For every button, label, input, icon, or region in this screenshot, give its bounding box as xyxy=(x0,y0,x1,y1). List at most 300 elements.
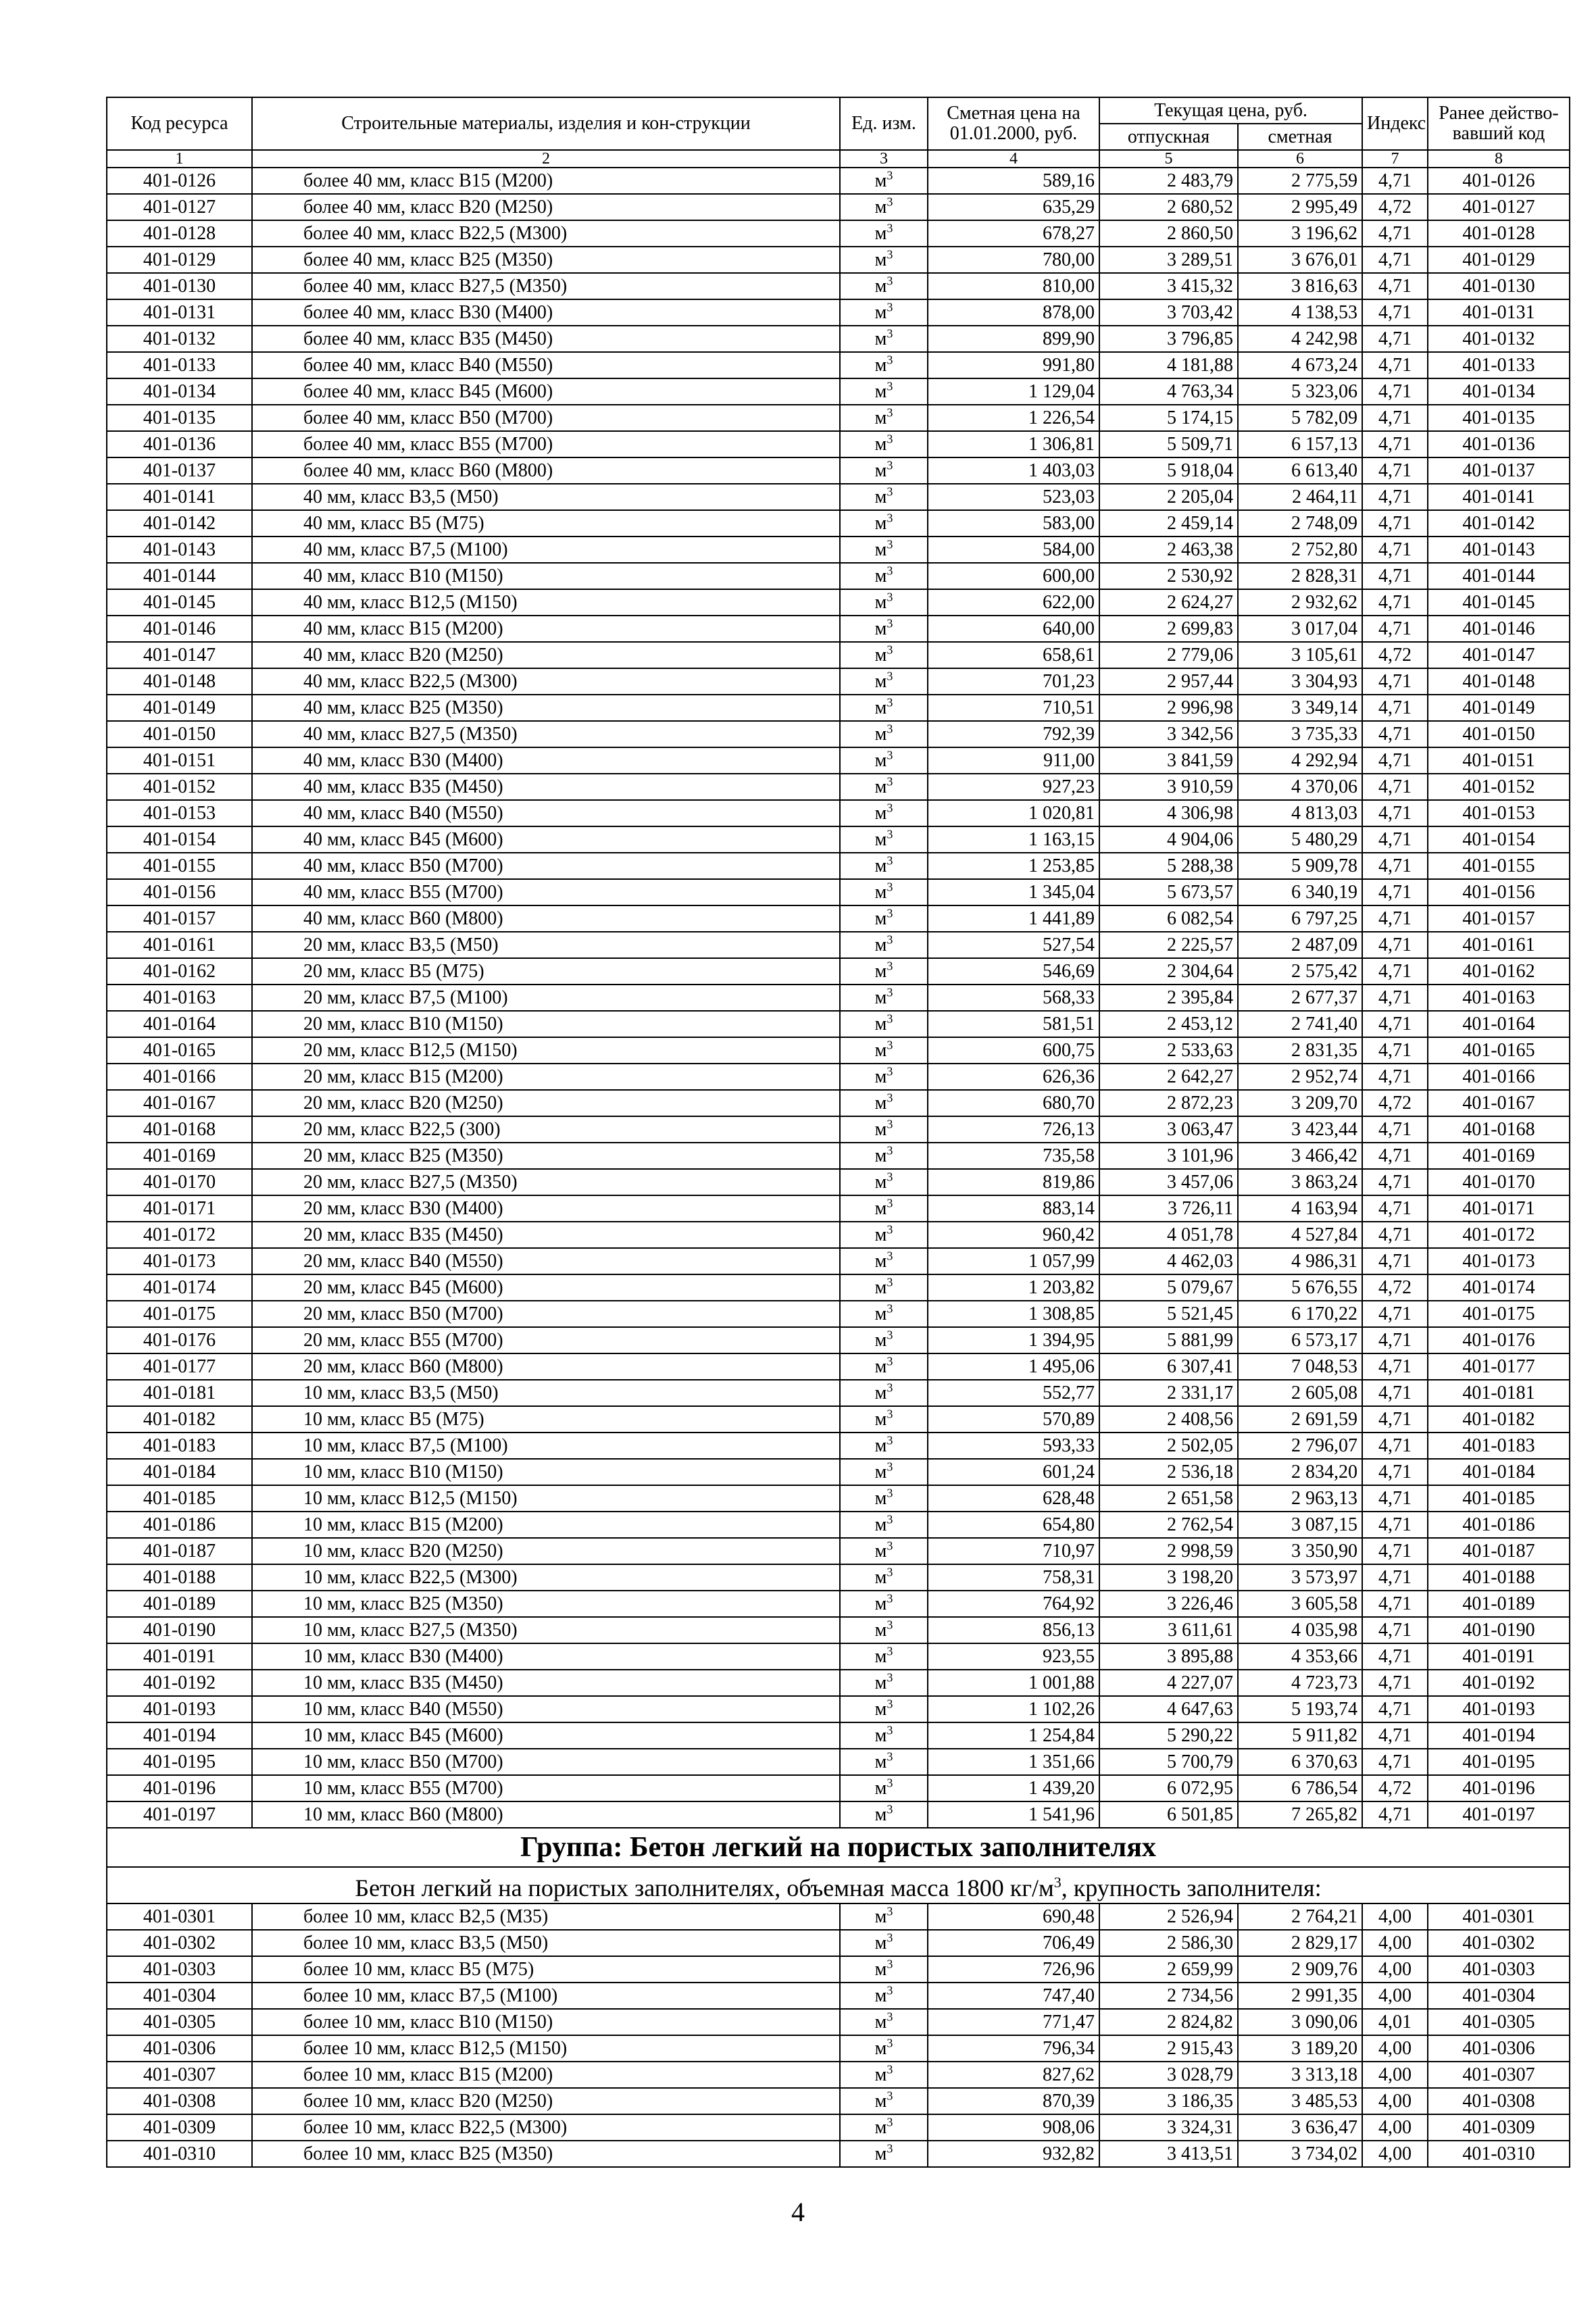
previous-code: 401-0171 xyxy=(1428,1195,1570,1222)
current-release-price: 5 509,71 xyxy=(1099,431,1238,457)
price-index: 4,71 xyxy=(1362,1169,1428,1195)
unit-base: м xyxy=(874,1933,887,1953)
estimate-price-2000: 570,89 xyxy=(928,1406,1099,1433)
material-description: 10 мм, класс В20 (М250) xyxy=(252,1538,840,1564)
material-description: более 40 мм, класс В40 (М550) xyxy=(252,352,840,378)
unit-cell xyxy=(840,1564,928,1591)
unit-base: м xyxy=(874,803,887,824)
unit-cell xyxy=(840,1064,928,1090)
estimate-price-2000: 758,31 xyxy=(928,1564,1099,1591)
material-description: 20 мм, класс В27,5 (М350) xyxy=(252,1169,840,1195)
estimate-price-2000: 856,13 xyxy=(928,1617,1099,1643)
unit-superscript: 3 xyxy=(887,1328,893,1342)
price-index: 4,71 xyxy=(1362,1591,1428,1617)
current-release-price: 2 762,54 xyxy=(1099,1512,1238,1538)
material-description: более 10 мм, класс В5 (М75) xyxy=(252,1956,840,1983)
estimate-price-2000: 1 541,96 xyxy=(928,1801,1099,1828)
unit-cell xyxy=(840,1722,928,1749)
estimate-price-2000: 899,90 xyxy=(928,326,1099,352)
unit-base: м xyxy=(874,750,887,771)
unit-cell xyxy=(840,510,928,537)
unit-cell xyxy=(840,1775,928,1801)
resource-code: 401-0129 xyxy=(107,247,252,273)
previous-code: 401-0177 xyxy=(1428,1353,1570,1380)
resource-code: 401-0186 xyxy=(107,1512,252,1538)
price-index: 4,00 xyxy=(1362,1956,1428,1983)
previous-code: 401-0193 xyxy=(1428,1696,1570,1722)
unit-base: м xyxy=(874,1172,887,1193)
estimate-price-2000: 552,77 xyxy=(928,1380,1099,1406)
current-estimate-price: 6 797,25 xyxy=(1238,905,1362,932)
current-release-price: 4 763,34 xyxy=(1099,378,1238,405)
table-row xyxy=(107,1485,1570,1512)
estimate-price-2000: 747,40 xyxy=(928,1983,1099,2009)
subgroup-title xyxy=(107,1867,1570,1903)
estimate-price-2000: 678,27 xyxy=(928,220,1099,247)
unit-cell xyxy=(840,247,928,273)
price-table xyxy=(106,97,1570,2168)
column-number: 6 xyxy=(1238,150,1362,168)
resource-code: 401-0193 xyxy=(107,1696,252,1722)
price-index: 4,71 xyxy=(1362,1696,1428,1722)
current-estimate-price: 2 995,49 xyxy=(1238,194,1362,220)
unit-cell xyxy=(840,1380,928,1406)
material-description: 40 мм, класс В27,5 (М350) xyxy=(252,721,840,747)
price-index: 4,71 xyxy=(1362,1248,1428,1274)
price-index: 4,00 xyxy=(1362,1903,1428,1930)
current-estimate-price: 3 816,63 xyxy=(1238,273,1362,299)
unit-base: м xyxy=(874,355,887,376)
group-row xyxy=(107,1828,1570,1867)
resource-code: 401-0162 xyxy=(107,958,252,985)
unit-superscript: 3 xyxy=(887,1301,893,1316)
previous-code: 401-0155 xyxy=(1428,853,1570,879)
current-estimate-price: 5 193,74 xyxy=(1238,1696,1362,1722)
previous-code: 401-0189 xyxy=(1428,1591,1570,1617)
unit-superscript: 3 xyxy=(887,274,893,288)
price-index: 4,71 xyxy=(1362,352,1428,378)
unit-base: м xyxy=(874,1462,887,1483)
price-index: 4,71 xyxy=(1362,721,1428,747)
current-release-price: 3 063,47 xyxy=(1099,1116,1238,1143)
material-description: 40 мм, класс В22,5 (М300) xyxy=(252,668,840,695)
unit-base: м xyxy=(874,1277,887,1298)
unit-base: м xyxy=(874,1514,887,1535)
resource-code: 401-0127 xyxy=(107,194,252,220)
current-release-price: 2 860,50 xyxy=(1099,220,1238,247)
price-index: 4,00 xyxy=(1362,1983,1428,2009)
resource-code: 401-0131 xyxy=(107,299,252,326)
unit-superscript: 3 xyxy=(887,405,893,420)
current-release-price: 3 324,31 xyxy=(1099,2114,1238,2141)
current-release-price: 4 051,78 xyxy=(1099,1222,1238,1248)
previous-code: 401-0197 xyxy=(1428,1801,1570,1828)
previous-code: 401-0304 xyxy=(1428,1983,1570,2009)
current-release-price: 5 673,57 xyxy=(1099,879,1238,905)
unit-superscript: 3 xyxy=(887,801,893,815)
price-index: 4,71 xyxy=(1362,985,1428,1011)
current-release-price: 6 501,85 xyxy=(1099,1801,1238,1828)
unit-base: м xyxy=(874,2064,887,2085)
table-row xyxy=(107,747,1570,774)
previous-code: 401-0150 xyxy=(1428,721,1570,747)
previous-code: 401-0192 xyxy=(1428,1670,1570,1696)
unit-cell xyxy=(840,405,928,431)
unit-superscript: 3 xyxy=(887,1512,893,1526)
resource-code: 401-0171 xyxy=(107,1195,252,1222)
current-release-price: 3 703,42 xyxy=(1099,299,1238,326)
subgroup-text-tail: , крупность заполнителя: xyxy=(1061,1874,1322,1901)
unit-base: м xyxy=(874,908,887,929)
table-row xyxy=(107,1564,1570,1591)
unit-base: м xyxy=(874,1488,887,1509)
current-release-price: 2 459,14 xyxy=(1099,510,1238,537)
unit-cell xyxy=(840,1749,928,1775)
estimate-price-2000: 654,80 xyxy=(928,1512,1099,1538)
estimate-price-2000: 583,00 xyxy=(928,510,1099,537)
table-row xyxy=(107,378,1570,405)
current-release-price: 3 841,59 xyxy=(1099,747,1238,774)
current-release-price: 2 225,57 xyxy=(1099,932,1238,958)
unit-base: м xyxy=(874,1303,887,1324)
current-estimate-price: 3 636,47 xyxy=(1238,2114,1362,2141)
estimate-price-2000: 1 057,99 xyxy=(928,1248,1099,1274)
previous-code: 401-0183 xyxy=(1428,1433,1570,1459)
current-estimate-price: 3 676,01 xyxy=(1238,247,1362,273)
column-number: 3 xyxy=(840,150,928,168)
estimate-price-2000: 680,70 xyxy=(928,1090,1099,1116)
current-release-price: 5 288,38 xyxy=(1099,853,1238,879)
table-row xyxy=(107,1433,1570,1459)
header-estimate: сметная xyxy=(1238,124,1362,150)
previous-code: 401-0145 xyxy=(1428,589,1570,616)
unit-cell xyxy=(840,1143,928,1169)
estimate-price-2000: 690,48 xyxy=(928,1903,1099,1930)
price-index: 4,71 xyxy=(1362,1037,1428,1064)
current-release-price: 6 307,41 xyxy=(1099,1353,1238,1380)
material-description: 10 мм, класс В27,5 (М350) xyxy=(252,1617,840,1643)
table-row xyxy=(107,985,1570,1011)
unit-base: м xyxy=(874,1699,887,1720)
estimate-price-2000: 701,23 xyxy=(928,668,1099,695)
current-release-price: 5 521,45 xyxy=(1099,1301,1238,1327)
unit-base: м xyxy=(874,302,887,323)
unit-base: м xyxy=(874,1646,887,1667)
estimate-price-2000: 589,16 xyxy=(928,168,1099,194)
unit-cell xyxy=(840,1538,928,1564)
current-release-price: 2 779,06 xyxy=(1099,642,1238,668)
resource-code: 401-0302 xyxy=(107,1930,252,1956)
unit-superscript: 3 xyxy=(887,906,893,920)
unit-base: м xyxy=(874,1725,887,1746)
current-release-price: 3 028,79 xyxy=(1099,2062,1238,2088)
estimate-price-2000: 593,33 xyxy=(928,1433,1099,1459)
unit-superscript: 3 xyxy=(887,695,893,710)
current-estimate-price: 2 775,59 xyxy=(1238,168,1362,194)
material-description: 40 мм, класс В12,5 (М150) xyxy=(252,589,840,616)
unit-superscript: 3 xyxy=(887,643,893,657)
current-release-price: 4 227,07 xyxy=(1099,1670,1238,1696)
column-number: 8 xyxy=(1428,150,1570,168)
unit-cell xyxy=(840,1956,928,1983)
unit-superscript: 3 xyxy=(887,669,893,683)
resource-code: 401-0167 xyxy=(107,1090,252,1116)
previous-code: 401-0167 xyxy=(1428,1090,1570,1116)
current-estimate-price: 2 575,42 xyxy=(1238,958,1362,985)
unit-superscript: 3 xyxy=(887,1196,893,1210)
estimate-price-2000: 908,06 xyxy=(928,2114,1099,2141)
material-description: 20 мм, класс В3,5 (М50) xyxy=(252,932,840,958)
current-release-price: 2 395,84 xyxy=(1099,985,1238,1011)
unit-base: м xyxy=(874,855,887,876)
unit-superscript: 3 xyxy=(887,1407,893,1421)
material-description: 40 мм, класс В10 (М150) xyxy=(252,563,840,589)
previous-code: 401-0161 xyxy=(1428,932,1570,958)
estimate-price-2000: 726,96 xyxy=(928,1956,1099,1983)
previous-code: 401-0307 xyxy=(1428,2062,1570,2088)
current-release-price: 2 502,05 xyxy=(1099,1433,1238,1459)
table-row xyxy=(107,1327,1570,1353)
material-description: 10 мм, класс В10 (М150) xyxy=(252,1459,840,1485)
previous-code: 401-0156 xyxy=(1428,879,1570,905)
previous-code: 401-0309 xyxy=(1428,2114,1570,2141)
unit-base: м xyxy=(874,1620,887,1641)
unit-superscript: 3 xyxy=(887,880,893,894)
material-description: 20 мм, класс В12,5 (М150) xyxy=(252,1037,840,1064)
previous-code: 401-0187 xyxy=(1428,1538,1570,1564)
current-estimate-price: 2 834,20 xyxy=(1238,1459,1362,1485)
current-release-price: 5 918,04 xyxy=(1099,457,1238,484)
previous-code: 401-0164 xyxy=(1428,1011,1570,1037)
current-estimate-price: 3 313,18 xyxy=(1238,2062,1362,2088)
material-description: более 10 мм, класс В7,5 (М100) xyxy=(252,1983,840,2009)
material-description: 20 мм, класс В50 (М700) xyxy=(252,1301,840,1327)
unit-base: м xyxy=(874,1567,887,1588)
price-index: 4,71 xyxy=(1362,484,1428,510)
unit-base: м xyxy=(874,987,887,1008)
unit-cell xyxy=(840,273,928,299)
price-index: 4,72 xyxy=(1362,642,1428,668)
unit-superscript: 3 xyxy=(887,1143,893,1158)
estimate-price-2000: 796,34 xyxy=(928,2035,1099,2062)
current-estimate-price: 6 340,19 xyxy=(1238,879,1362,905)
unit-cell xyxy=(840,1459,928,1485)
estimate-price-2000: 1 351,66 xyxy=(928,1749,1099,1775)
header-row xyxy=(107,97,1570,124)
table-row xyxy=(107,484,1570,510)
price-index: 4,71 xyxy=(1362,220,1428,247)
previous-code: 401-0134 xyxy=(1428,378,1570,405)
unit-cell xyxy=(840,985,928,1011)
unit-cell xyxy=(840,194,928,220)
unit-cell xyxy=(840,642,928,668)
unit-base: м xyxy=(874,1409,887,1430)
column-number: 5 xyxy=(1099,150,1238,168)
unit-superscript: 3 xyxy=(887,1776,893,1790)
price-table-sheet xyxy=(106,97,1559,2168)
table-row xyxy=(107,1722,1570,1749)
unit-base: м xyxy=(874,1040,887,1061)
price-index: 4,71 xyxy=(1362,563,1428,589)
estimate-price-2000: 1 226,54 xyxy=(928,405,1099,431)
current-estimate-price: 2 677,37 xyxy=(1238,985,1362,1011)
unit-cell xyxy=(840,1406,928,1433)
table-row xyxy=(107,431,1570,457)
current-estimate-price: 3 090,06 xyxy=(1238,2009,1362,2035)
unit-cell xyxy=(840,1327,928,1353)
current-release-price: 2 824,82 xyxy=(1099,2009,1238,2035)
unit-superscript: 3 xyxy=(887,1931,893,1945)
table-row xyxy=(107,1274,1570,1301)
resource-code: 401-0188 xyxy=(107,1564,252,1591)
estimate-price-2000: 883,14 xyxy=(928,1195,1099,1222)
resource-code: 401-0144 xyxy=(107,563,252,589)
current-release-price: 3 910,59 xyxy=(1099,774,1238,800)
current-release-price: 5 700,79 xyxy=(1099,1749,1238,1775)
unit-base: м xyxy=(874,592,887,613)
resource-code: 401-0176 xyxy=(107,1327,252,1353)
unit-base: м xyxy=(874,1119,887,1140)
previous-code: 401-0182 xyxy=(1428,1406,1570,1433)
estimate-price-2000: 601,24 xyxy=(928,1459,1099,1485)
resource-code: 401-0185 xyxy=(107,1485,252,1512)
table-row xyxy=(107,1353,1570,1380)
estimate-price-2000: 622,00 xyxy=(928,589,1099,616)
price-index: 4,71 xyxy=(1362,589,1428,616)
estimate-price-2000: 710,97 xyxy=(928,1538,1099,1564)
unit-base: м xyxy=(874,1145,887,1166)
resource-code: 401-0168 xyxy=(107,1116,252,1143)
unit-cell xyxy=(840,2009,928,2035)
current-release-price: 2 624,27 xyxy=(1099,589,1238,616)
previous-code: 401-0302 xyxy=(1428,1930,1570,1956)
current-release-price: 3 457,06 xyxy=(1099,1169,1238,1195)
header-current-price: Текущая цена, руб. xyxy=(1099,97,1362,124)
unit-superscript: 3 xyxy=(887,1354,893,1368)
estimate-price-2000: 932,82 xyxy=(928,2141,1099,2167)
estimate-price-2000: 878,00 xyxy=(928,299,1099,326)
table-row xyxy=(107,2114,1570,2141)
table-row xyxy=(107,1301,1570,1327)
price-index: 4,71 xyxy=(1362,1222,1428,1248)
price-index: 4,71 xyxy=(1362,1064,1428,1090)
material-description: 10 мм, класс В25 (М350) xyxy=(252,1591,840,1617)
previous-code: 401-0169 xyxy=(1428,1143,1570,1169)
header-estimate-price: Сметная цена на 01.01.2000, руб. xyxy=(928,97,1099,150)
current-estimate-price: 3 087,15 xyxy=(1238,1512,1362,1538)
unit-base: м xyxy=(874,276,887,297)
unit-superscript: 3 xyxy=(887,2141,893,2156)
unit-cell xyxy=(840,826,928,853)
unit-cell xyxy=(840,1248,928,1274)
material-description: 20 мм, класс В10 (М150) xyxy=(252,1011,840,1037)
unit-superscript: 3 xyxy=(887,195,893,209)
unit-cell xyxy=(840,1222,928,1248)
current-release-price: 2 533,63 xyxy=(1099,1037,1238,1064)
table-row xyxy=(107,1801,1570,1828)
table-row xyxy=(107,721,1570,747)
estimate-price-2000: 626,36 xyxy=(928,1064,1099,1090)
unit-superscript: 3 xyxy=(887,1802,893,1816)
unit-base: м xyxy=(874,1751,887,1772)
unit-cell xyxy=(840,168,928,194)
current-estimate-price: 2 487,09 xyxy=(1238,932,1362,958)
resource-code: 401-0163 xyxy=(107,985,252,1011)
current-estimate-price: 2 963,13 xyxy=(1238,1485,1362,1512)
unit-superscript: 3 xyxy=(887,1091,893,1105)
price-index: 4,71 xyxy=(1362,1301,1428,1327)
previous-code: 401-0129 xyxy=(1428,247,1570,273)
table-row xyxy=(107,1512,1570,1538)
estimate-price-2000: 1 394,95 xyxy=(928,1327,1099,1353)
estimate-price-2000: 581,51 xyxy=(928,1011,1099,1037)
unit-cell xyxy=(840,905,928,932)
previous-code: 401-0130 xyxy=(1428,273,1570,299)
unit-cell xyxy=(840,774,928,800)
previous-code: 401-0191 xyxy=(1428,1643,1570,1670)
unit-base: м xyxy=(874,328,887,349)
current-release-price: 3 198,20 xyxy=(1099,1564,1238,1591)
material-description: 10 мм, класс В35 (М450) xyxy=(252,1670,840,1696)
table-row xyxy=(107,1670,1570,1696)
resource-code: 401-0174 xyxy=(107,1274,252,1301)
unit-superscript: 3 xyxy=(887,1749,893,1764)
material-description: 40 мм, класс В5 (М75) xyxy=(252,510,840,537)
unit-superscript: 3 xyxy=(887,1618,893,1632)
group-title: Группа: Бетон легкий на пористых заполнителях xyxy=(107,1828,1570,1867)
resource-code: 401-0151 xyxy=(107,747,252,774)
table-row xyxy=(107,537,1570,563)
unit-base: м xyxy=(874,2117,887,2138)
material-description: 20 мм, класс В55 (М700) xyxy=(252,1327,840,1353)
unit-cell xyxy=(840,2141,928,2167)
price-index: 4,00 xyxy=(1362,2141,1428,2167)
table-row xyxy=(107,589,1570,616)
current-estimate-price: 7 265,82 xyxy=(1238,1801,1362,1828)
estimate-price-2000: 706,49 xyxy=(928,1930,1099,1956)
table-row xyxy=(107,1064,1570,1090)
estimate-price-2000: 584,00 xyxy=(928,537,1099,563)
resource-code: 401-0150 xyxy=(107,721,252,747)
resource-code: 401-0170 xyxy=(107,1169,252,1195)
resource-code: 401-0134 xyxy=(107,378,252,405)
current-release-price: 3 611,61 xyxy=(1099,1617,1238,1643)
previous-code: 401-0132 xyxy=(1428,326,1570,352)
material-description: 20 мм, класс В22,5 (300) xyxy=(252,1116,840,1143)
price-index: 4,00 xyxy=(1362,1930,1428,1956)
resource-code: 401-0184 xyxy=(107,1459,252,1485)
current-release-price: 2 680,52 xyxy=(1099,194,1238,220)
price-index: 4,71 xyxy=(1362,273,1428,299)
previous-code: 401-0135 xyxy=(1428,405,1570,431)
unit-cell xyxy=(840,1930,928,1956)
estimate-price-2000: 600,00 xyxy=(928,563,1099,589)
previous-code: 401-0173 xyxy=(1428,1248,1570,1274)
unit-cell xyxy=(840,1512,928,1538)
unit-base: м xyxy=(874,1066,887,1087)
unit-base: м xyxy=(874,1778,887,1799)
unit-cell xyxy=(840,1195,928,1222)
unit-base: м xyxy=(874,1224,887,1245)
current-estimate-price: 3 423,44 xyxy=(1238,1116,1362,1143)
material-description: 20 мм, класс В30 (М400) xyxy=(252,1195,840,1222)
unit-base: м xyxy=(874,223,887,244)
resource-code: 401-0183 xyxy=(107,1433,252,1459)
table-row xyxy=(107,1749,1570,1775)
current-estimate-price: 6 786,54 xyxy=(1238,1775,1362,1801)
unit-cell xyxy=(840,695,928,721)
unit-base: м xyxy=(874,1014,887,1035)
